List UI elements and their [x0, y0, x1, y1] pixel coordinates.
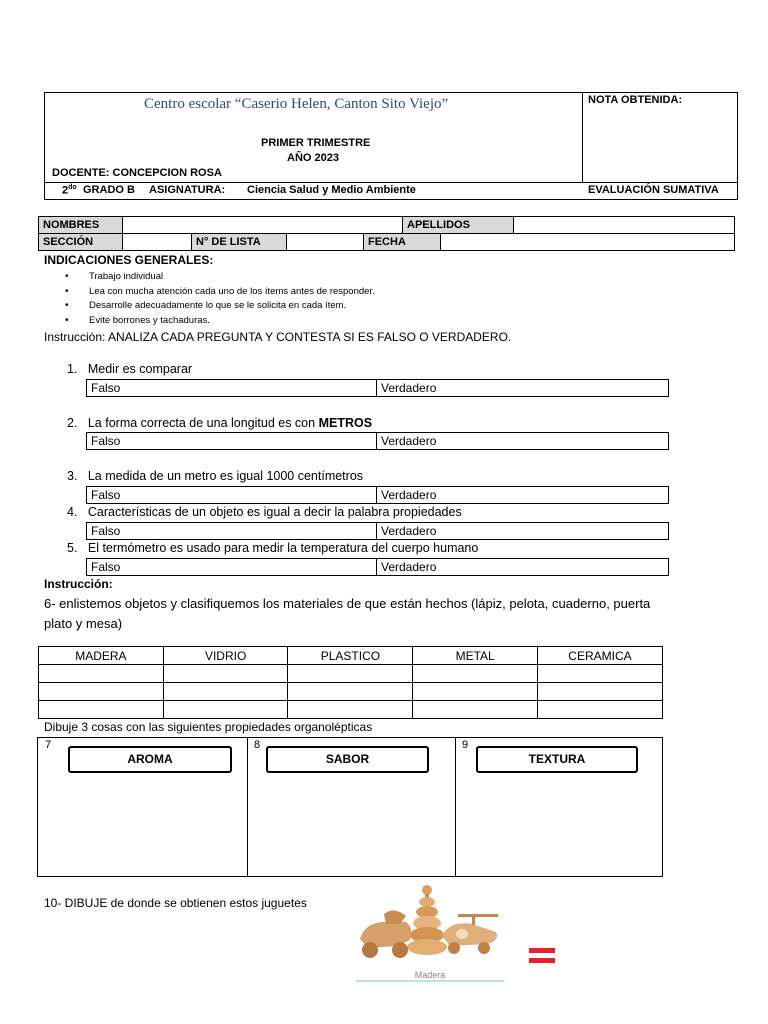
question-number: 3. [67, 469, 78, 483]
question-6-text: 6- enlistemos objetos y clasifiquemos los materiales de que están hechos (lápiz, pelota, cuaderno, puerta plato y mesa) [44, 596, 651, 631]
instruction-item: • Evite borrones y tachaduras. [89, 315, 210, 326]
draw-number-9: 9 [462, 739, 469, 751]
table-header-row [39, 647, 663, 665]
question-bold-text: METROS [318, 416, 373, 430]
year: AÑO 2023 [287, 152, 339, 164]
table-header-cell: MADERA [39, 647, 164, 665]
answer-row-5 [86, 558, 669, 576]
question-2 [67, 416, 372, 430]
draw-title: Dibuje 3 cosas con las siguientes propiedades organolépticas [44, 720, 373, 734]
apellidos-label: APELLIDOS [402, 216, 514, 234]
instruction-item: • Desarrolle adecuadamente lo que se le solicita en cada ítem. [89, 300, 346, 311]
answer-row-4 [86, 522, 669, 540]
table-cell[interactable] [288, 683, 413, 701]
grade: GRADO B [83, 184, 135, 196]
table-header-cell: VIDRIO [163, 647, 288, 665]
sabor-label: SABOR [266, 746, 429, 773]
table-cell[interactable] [163, 665, 288, 683]
image-caption: Madera [414, 970, 446, 980]
table-cell[interactable] [163, 701, 288, 719]
table-cell[interactable] [537, 665, 662, 683]
question-number: 5. [67, 541, 78, 555]
table-cell[interactable] [163, 683, 288, 701]
table-cell[interactable] [288, 701, 413, 719]
trimester: PRIMER TRIMESTRE [261, 137, 371, 149]
aroma-label: AROMA [68, 746, 232, 773]
verdadero-option[interactable]: Verdadero [381, 560, 437, 574]
grade-row [62, 184, 77, 197]
wooden-toys-icon [354, 884, 506, 984]
table-header-cell: PLASTICO [288, 647, 413, 665]
answer-divider [376, 433, 377, 449]
question-4 [67, 505, 462, 519]
verdadero-option[interactable]: Verdadero [381, 381, 437, 395]
falso-option[interactable]: Falso [91, 488, 121, 502]
answer-divider [376, 523, 377, 539]
question-number: 4. [67, 505, 78, 519]
verdadero-option[interactable]: Verdadero [381, 524, 437, 538]
table-header-cell: CERAMICA [537, 647, 662, 665]
table-cell[interactable] [39, 701, 164, 719]
grade-number: 2 [62, 184, 69, 197]
subject-label: ASIGNATURA: [149, 184, 226, 196]
header-divider-horizontal [44, 182, 738, 183]
table-cell[interactable] [413, 665, 538, 683]
nombres-label: NOMBRES [38, 216, 123, 234]
table-cell[interactable] [288, 665, 413, 683]
question-number: 2. [67, 416, 78, 430]
fecha-field[interactable] [440, 233, 735, 251]
wooden-toys-image [354, 884, 506, 984]
draw-number-7: 7 [45, 739, 52, 751]
textura-label: TEXTURA [476, 746, 638, 773]
table-cell[interactable] [413, 683, 538, 701]
verdadero-option[interactable]: Verdadero [381, 488, 437, 502]
question-text: El termómetro es usado para medir la temperatura del cuerpo humano [87, 541, 479, 555]
grade-superscript: do [68, 184, 77, 191]
table-cell[interactable] [39, 683, 164, 701]
fecha-label: FECHA [363, 233, 441, 251]
nombres-field[interactable] [122, 216, 403, 234]
instructions-title: INDICACIONES GENERALES: [44, 253, 214, 267]
instruction-item: • Trabajo individual [89, 271, 163, 282]
question-text: La forma correcta de una longitud es con [87, 416, 319, 430]
question-10-text: 10- DIBUJE de donde se obtienen estos juguetes [44, 896, 307, 910]
instruction-label: Instrucción: [44, 577, 113, 591]
table-cell[interactable] [537, 701, 662, 719]
verdadero-option[interactable]: Verdadero [381, 434, 437, 448]
lista-field[interactable] [286, 233, 364, 251]
table-row [39, 665, 663, 683]
question-number: 1. [67, 362, 78, 376]
draw-divider [455, 737, 456, 877]
instruction-item: • Lea con mucha atención cada uno de los ítems antes de responder. [89, 286, 375, 297]
answer-row-2 [86, 432, 669, 450]
equals-bar-bottom [529, 958, 555, 963]
apellidos-field[interactable] [513, 216, 735, 234]
answer-row-1 [86, 379, 669, 397]
answer-divider [376, 559, 377, 575]
lista-label: N° DE LISTA [191, 233, 287, 251]
nota-label: NOTA OBTENIDA: [588, 94, 683, 106]
falso-option[interactable]: Falso [91, 524, 121, 538]
draw-divider [247, 737, 248, 877]
seccion-label: SECCIÓN [38, 233, 123, 251]
seccion-field[interactable] [122, 233, 192, 251]
instruction-true-false: Instrucción: ANALIZA CADA PREGUNTA Y CONTESTA SI ES FALSO O VERDADERO. [44, 330, 512, 344]
falso-option[interactable]: Falso [91, 434, 121, 448]
answer-divider [376, 487, 377, 503]
answer-row-3 [86, 486, 669, 504]
materials-table [38, 646, 663, 719]
question-5 [67, 541, 478, 555]
question-3 [67, 469, 363, 483]
teacher: DOCENTE: CONCEPCION ROSA [52, 167, 222, 179]
question-text: La medida de un metro es igual 1000 centímetros [87, 469, 364, 483]
falso-option[interactable]: Falso [91, 560, 121, 574]
table-cell[interactable] [39, 665, 164, 683]
table-cell[interactable] [537, 683, 662, 701]
equals-bar-top [529, 948, 555, 953]
header-divider-vertical [582, 92, 583, 183]
question-1 [67, 362, 192, 376]
school-name: Centro escolar “Caserio Helen, Canton Sito Viejo” [144, 96, 449, 112]
question-text: Características de un objeto es igual a decir la palabra propiedades [87, 505, 462, 519]
table-header-cell: METAL [413, 647, 538, 665]
table-cell[interactable] [413, 701, 538, 719]
question-text: Medir es comparar [87, 362, 193, 376]
answer-divider [376, 380, 377, 396]
table-row [39, 683, 663, 701]
falso-option[interactable]: Falso [91, 381, 121, 395]
evaluation-type: EVALUACIÓN SUMATIVA [588, 184, 719, 196]
subject: Ciencia Salud y Medio Ambiente [247, 184, 416, 196]
equals-sign [529, 945, 555, 965]
table-row [39, 701, 663, 719]
draw-number-8: 8 [254, 739, 261, 751]
